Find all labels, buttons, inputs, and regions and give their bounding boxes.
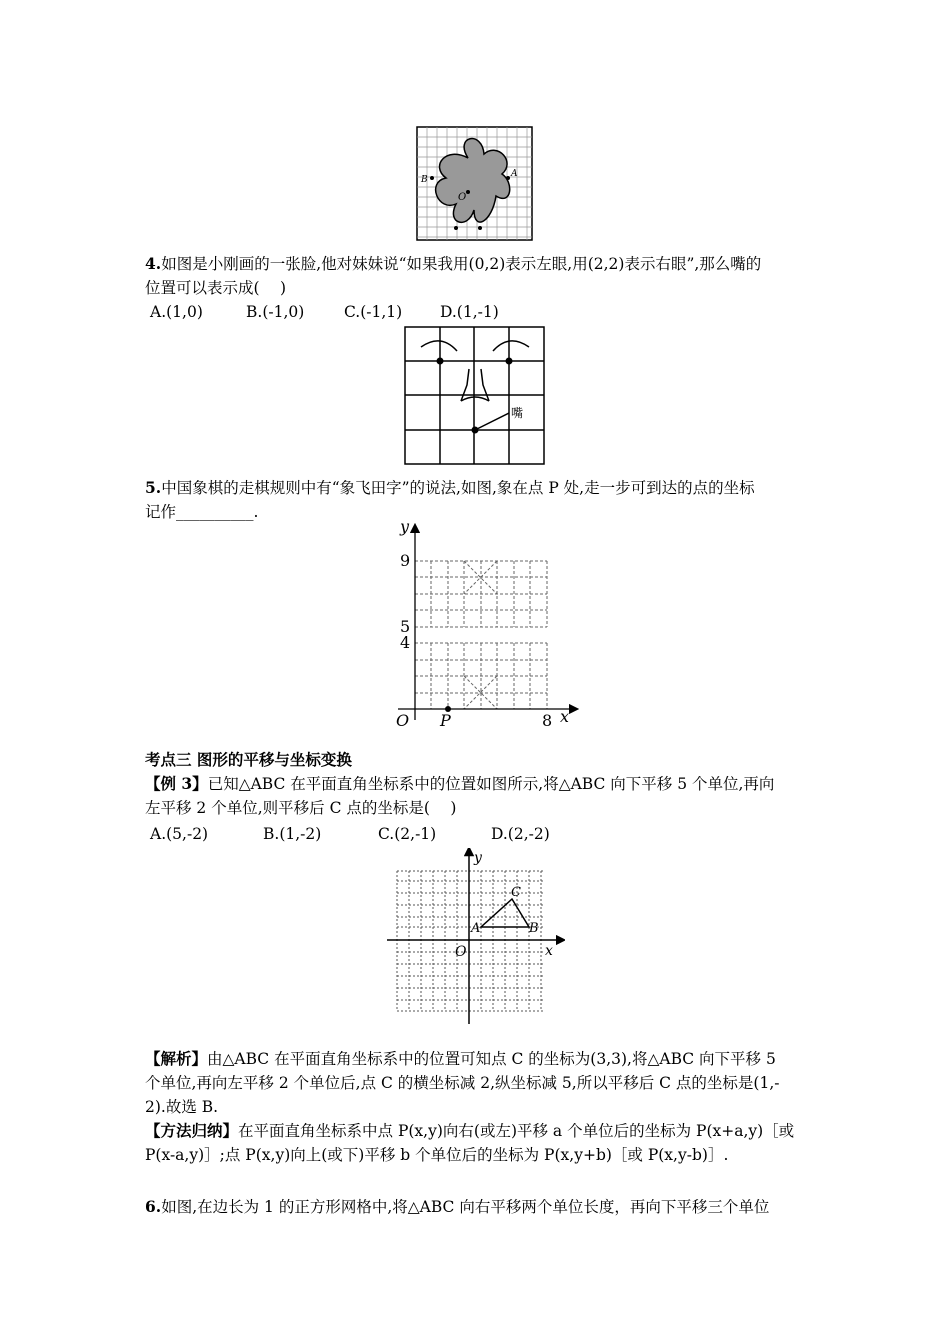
tri-label-a: A [471,921,481,936]
q4-line1: 4.如图是小刚画的一张脸,他对妹妹说“如果我用(0,2)表示左眼,用(2,2)表示右眼”,那么嘴的 [145,254,762,273]
chess-origin: O [396,711,410,730]
example3-line1: 【例 3】已知△ABC 在平面直角坐标系中的位置如图所示,将△ABC 向下平移 5 个单位,再向 [145,774,775,793]
method-tag: 【方法归纳】 [145,1121,239,1140]
tri-y-label: y [474,850,482,866]
method-line2: P(x-a,y)］;点 P(x,y)向上(或下)平移 b 个单位后的坐标为 P(x,y+b)［或 P(x,y-b)］. [145,1146,729,1164]
analysis-line1: 【解析】由△ABC 在平面直角坐标系中的位置可知点 C 的坐标为(3,3),将△ABC 向下平移 5 [145,1049,776,1068]
q6-line1: 6.如图,在边长为 1 的正方形网格中,将△ABC 向右平移两个单位长度，再向下平移三个单位 [145,1197,770,1216]
q4-number: 4. [145,254,162,273]
chess-y-tick-5: 5 [400,617,411,636]
flower-label-b: B [421,175,428,185]
flower-label-o: O [458,192,467,203]
q4-line2: 位置可以表示成( ) [145,279,287,297]
chess-y-tick-4: 4 [400,633,411,652]
flower-label-a: A [511,169,518,179]
tri-label-c: C [511,885,521,900]
analysis-tag: 【解析】 [145,1049,208,1068]
q5-line2: 记作__________. [145,503,259,521]
triangle-figure [385,848,565,1026]
example3-tag: 【例 3】 [145,774,208,793]
example3-option-c[interactable]: C.(2,-1) [378,825,437,843]
analysis-line3: 2).故选 B. [145,1098,219,1116]
face-figure [403,325,546,466]
q4-option-c[interactable]: C.(-1,1) [344,303,403,321]
tri-origin: O [455,944,467,960]
example3-option-a[interactable]: A.(5,-2) [150,825,209,843]
chess-figure [388,520,588,730]
q6-number: 6. [145,1197,162,1216]
chess-p-label: P [440,711,451,730]
example3-option-b[interactable]: B.(1,-2) [263,825,322,843]
analysis-line2: 个单位,再向左平移 2 个单位后,点 C 的横坐标减 2,纵坐标减 5,所以平移后 C 点的坐标是(1,- [145,1074,780,1092]
mouth-label: 嘴 [511,406,524,420]
q5-number: 5. [145,478,162,497]
q4-option-d[interactable]: D.(1,-1) [440,303,499,321]
example3-line2: 左平移 2 个单位,则平移后 C 点的坐标是( ) [145,799,457,817]
q5-line1: 5.中国象棋的走棋规则中有“象飞田字”的说法,如图,象在点 P 处,走一步可到达的点的坐标 [145,478,755,497]
tri-label-b: B [529,921,539,936]
chess-x-tick-8: 8 [542,711,553,730]
q4-option-b[interactable]: B.(-1,0) [246,303,305,321]
flower-figure [416,126,534,242]
section-heading: 考点三 图形的平移与坐标变换 [145,750,352,769]
example3-option-d[interactable]: D.(2,-2) [491,825,550,843]
chess-y-label: y [400,520,410,536]
chess-x-label: x [560,707,570,726]
q4-option-a[interactable]: A.(1,0) [150,303,203,321]
chess-y-tick-9: 9 [400,551,411,570]
tri-x-label: x [545,943,553,959]
method-line1: 【方法归纳】在平面直角坐标系中点 P(x,y)向右(或左)平移 a 个单位后的坐标为 P(x+a,y)［或 [145,1121,795,1140]
